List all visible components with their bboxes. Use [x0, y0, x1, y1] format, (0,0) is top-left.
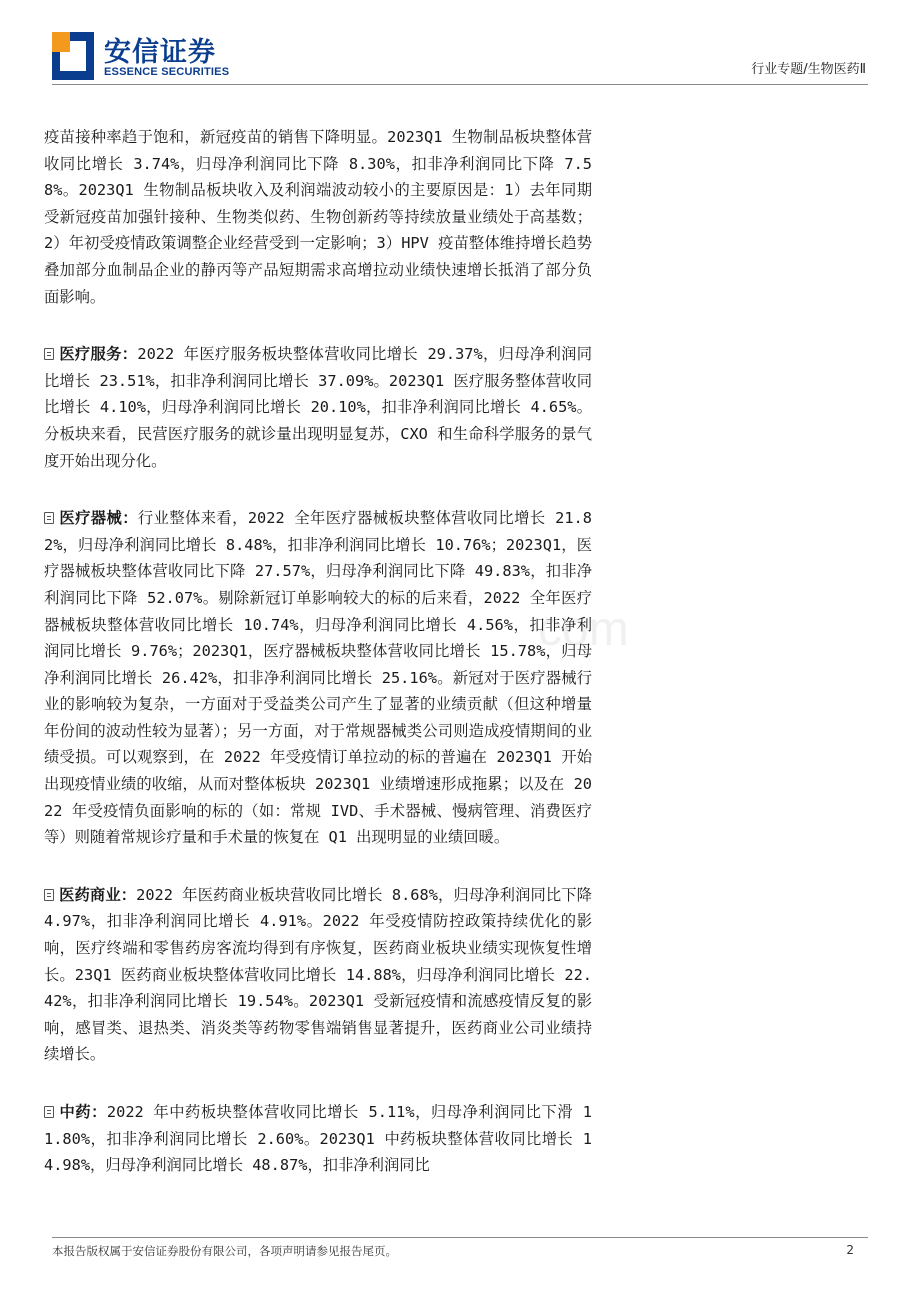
paragraph-text: 2022 年中药板块整体营收同比增长 5.11%，归母净利润同比下滑 11.80%，扣非净利润同比增长 2.60%。2023Q1 中药板块整体营收同比增长 14.98%，归母净利润同比增长 48.87%，扣非净利润同比: [44, 1103, 592, 1175]
paragraph-text: 行业整体来看，2022 全年医疗器械板块整体营收同比增长 21.82%，归母净利润同比增长 8.48%，扣非净利润同比增长 10.76%；2023Q1，医疗器械板块整体营收同比下降 27.57%，归母净利润同比下降 49.83%，扣非净利润同比下降 52.07%。剔除新冠订单影响较大的标的后来看，2022 全年医疗器械板块整体营收同比增长 10.74%，归母净利润同比增长 4.56%，扣非净利润同比增长 9.76%；2023Q1，医疗器械板块整体营收同比增长 15.78%，归母净利润同比增长 26.42%，扣非净利润同比增长 25.16%。新冠对于医疗器械行业的影响较为复杂，一方面对于受益类公司产生了显著的业绩贡献（但这种增量年份间的波动性较为显著）；另一方面，对于常规器械类公司则造成疫情期间的业绩受损。可以观察到，在 2022 年受疫情订单拉动的标的普遍在 2023Q1 开始出现疫情业绩的收缩，从而对整体板块 2023Q1 业绩增速形成拖累；以及在 2022 年受疫情负面影响的标的（如：常规 IVD、手术器械、慢病管理、消费医疗等）则随着常规诊疗量和手术量的恢复在 Q1 出现明显的业绩回暖。: [44, 509, 592, 847]
paragraph-tcm: [44, 1099, 592, 1179]
paragraph-text: 2022 年医疗服务板块整体营收同比增长 29.37%，归母净利润同比增长 23.51%，扣非净利润同比增长 37.09%。2023Q1 医疗服务整体营收同比增长 4.10%，归母净利润同比增长 20.10%，扣非净利润同比增长 4.65%。分板块来看，民营医疗服务的就诊量出现明显复苏，CXO 和生命科学服务的景气度开始出现分化。: [44, 345, 592, 470]
watermark: com: [538, 603, 629, 656]
paragraph-text: 疫苗接种率趋于饱和，新冠疫苗的销售下降明显。2023Q1 生物制品板块整体营收同比增长 3.74%，归母净利润同比下降 8.30%，扣非净利润同比下降 7.58%。2023Q1 生物制品板块收入及利润端波动较小的主要原因是：1）去年同期受新冠疫苗加强针接种、生物类似药、生物创新药等持续放量业绩处于高基数；2）年初受疫情政策调整企业经营受到一定影响；3）HPV 疫苗整体维持增长趋势叠加部分血制品企业的静丙等产品短期需求高增拉动业绩快速增长抵消了部分负面影响。: [44, 128, 592, 306]
paragraph-medical-services: [44, 341, 592, 474]
company-logo-icon: [52, 32, 94, 80]
paragraph-pharma-commerce: [44, 882, 592, 1068]
page-header: [0, 0, 920, 100]
header-divider: [52, 84, 868, 85]
paragraph-heading: 医疗器械：: [59, 509, 138, 528]
footer-disclaimer: 本报告版权属于安信证券股份有限公司，各项声明请参见报告尾页。: [52, 1244, 397, 1258]
paragraph-heading: 医疗服务：: [59, 345, 138, 364]
paragraph-text: 2022 年医药商业板块营收同比增长 8.68%，归母净利润同比下降 4.97%，扣非净利润同比增长 4.91%。2022 年受疫情防控政策持续优化的影响，医疗终端和零售药房客流均得到有序恢复，医药商业板块业绩实现恢复性增长。23Q1 医药商业板块整体营收同比增长 14.88%，归母净利润同比增长 22.42%，扣非净利润同比增长 19.54%。2023Q1 受新冠疫情和流感疫情反复的影响，感冒类、退热类、消炎类等药物零售端销售显著提升，医药商业公司业绩持续增长。: [44, 885, 592, 1064]
company-name-en: ESSENCE SECURITIES: [104, 66, 230, 78]
company-name-cn: 安信证券: [104, 37, 216, 68]
paragraph-medical-devices: [44, 505, 592, 851]
document-bullet-icon: [44, 512, 54, 524]
footer-divider: [52, 1237, 868, 1238]
document-bullet-icon: [44, 889, 54, 901]
document-bullet-icon: [44, 1106, 54, 1118]
paragraph-heading: 医药商业：: [59, 885, 137, 904]
page-number: 2: [846, 1243, 854, 1257]
report-body: [44, 124, 592, 1210]
document-bullet-icon: [44, 348, 54, 360]
report-category: 行业专题/生物医药Ⅱ: [751, 62, 866, 77]
paragraph-heading: 中药：: [59, 1103, 107, 1121]
paragraph-biologics: [44, 124, 592, 310]
